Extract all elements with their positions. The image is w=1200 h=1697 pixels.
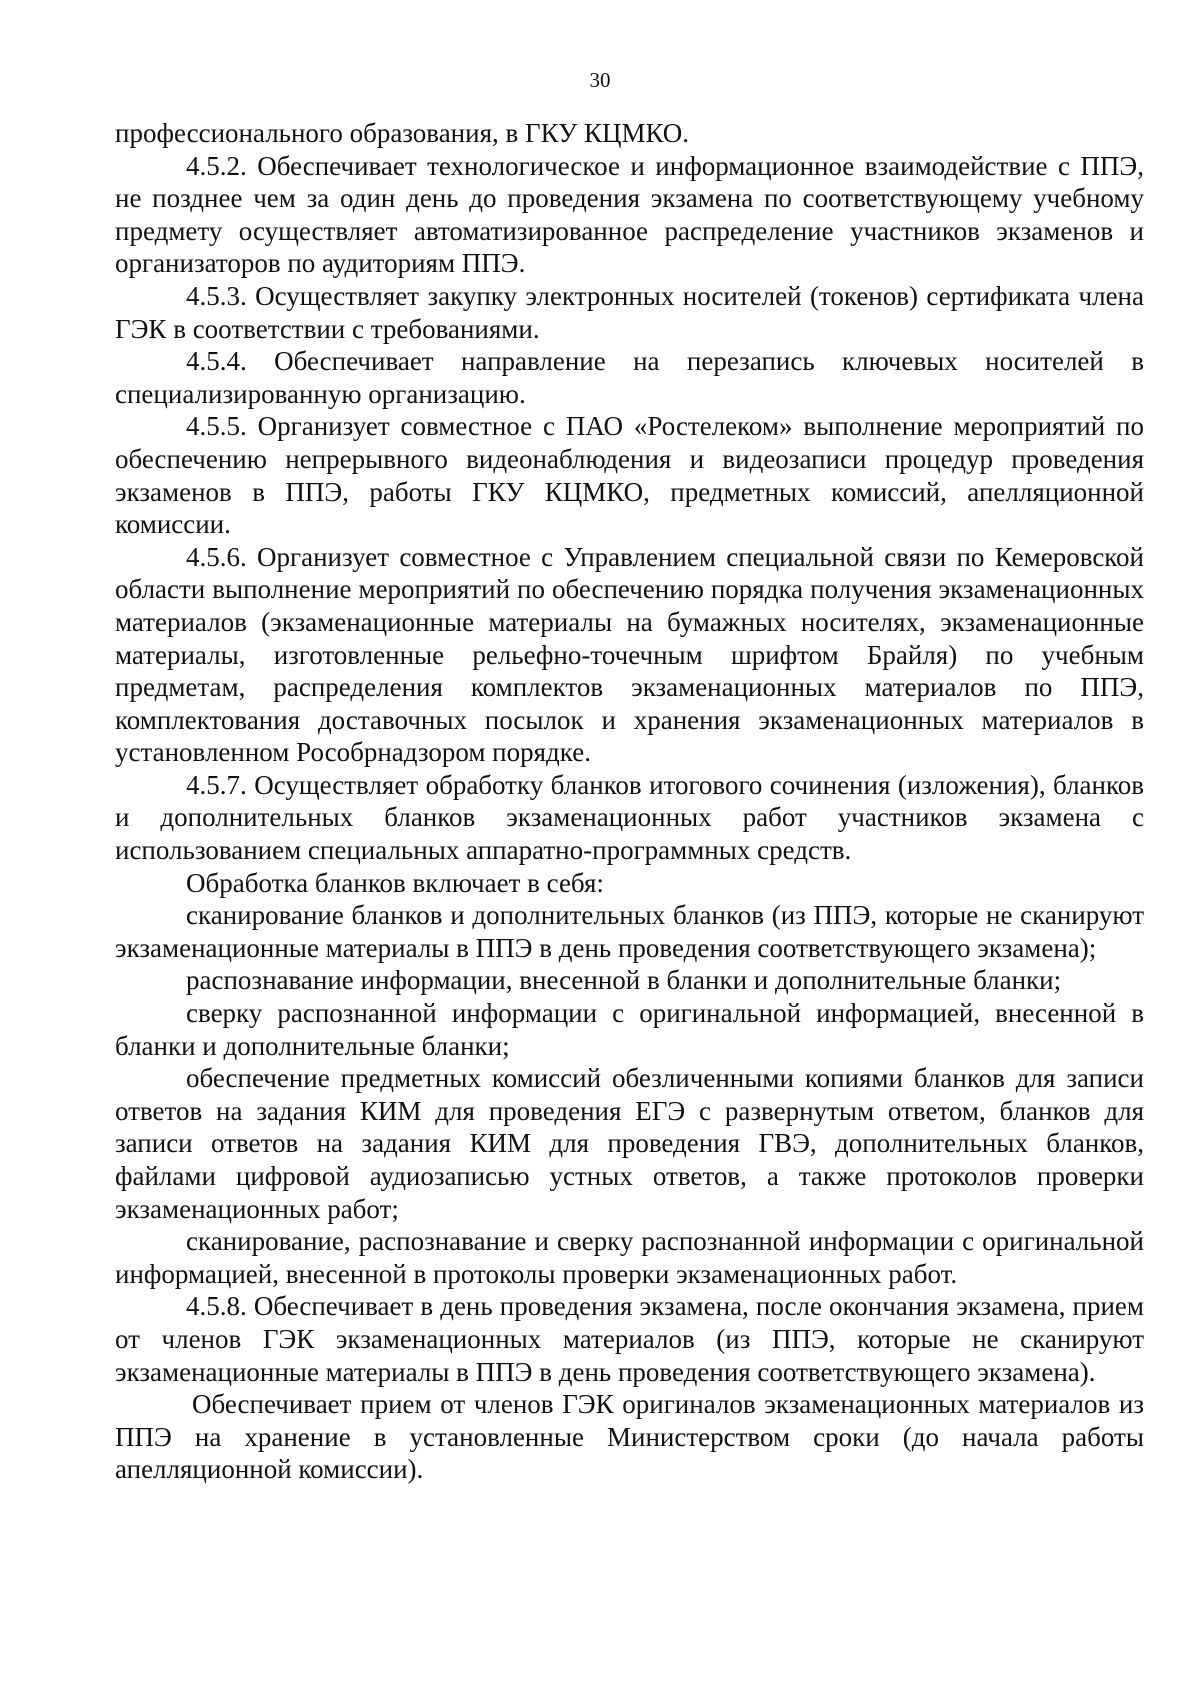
paragraph-4-5-6: 4.5.6. Организует совместное с Управлением специальной связи по Кемеровской области выполнение мероприятий по обеспечению порядка получения экзаменационных материалов (экзаменационные материалы на бумажных носителях, экзаменационные материалы, изготовленные рельефно-точечным шрифтом Брайля) по учебным предметам, распределения комплектов экзаменационных материалов по ППЭ, комплектования доставочных посылок и хранения экзаменационных материалов в установленном Рособрнадзором порядке. <box>115 541 1144 768</box>
paragraph-4-5-5: 4.5.5. Организует совместное с ПАО «Ростелеком» выполнение мероприятий по обеспечению непрерывного видеонаблюдения и видеозаписи процедур проведения экзаменов в ППЭ, работы ГКУ КЦМКО, предметных комиссий, апелляционной комиссии. <box>115 411 1144 540</box>
paragraph-continuation: профессионального образования, в ГКУ КЦМКО. <box>115 118 690 148</box>
paragraph-4-5-4: 4.5.4. Обеспечивает направление на перезапись ключевых носителей в специализированную организацию. <box>115 346 1144 409</box>
paragraph-4-5-2: 4.5.2. Обеспечивает технологическое и информационное взаимодействие с ППЭ, не позднее чем за один день до проведения экзамена по соответствующему учебному предмету осуществляет автоматизированное распределение участников экзаменов и организаторов по аудиториям ППЭ. <box>115 150 1144 279</box>
paragraph-storage: Обеспечивает прием от членов ГЭК оригиналов экзаменационных материалов из ППЭ на хранение в установленные Министерством сроки (до начала работы апелляционной комиссии). <box>115 1389 1144 1485</box>
document-body <box>115 117 1144 1486</box>
page-number: 30 <box>589 68 611 92</box>
list-item-scanning: сканирование бланков и дополнительных бланков (из ППЭ, которые не сканируют экзаменационные материалы в ППЭ в день проведения соответствующего экзамена); <box>115 900 1144 963</box>
list-item-verification: сверку распознанной информации с оригинальной информацией, внесенной в бланки и дополнительные бланки; <box>115 998 1144 1061</box>
paragraph-4-5-3: 4.5.3. Осуществляет закупку электронных носителей (токенов) сертификата члена ГЭК в соответствии с требованиями. <box>115 280 1144 344</box>
list-item-provision: обеспечение предметных комиссий обезличенными копиями бланков для записи ответов на задания КИМ для проведения ЕГЭ с развернутым ответом, бланков для записи ответов на задания КИМ для проведения ГВЭ, дополнительных бланков, файлами цифровой аудиозаписью устных ответов, а также протоколов проверки экзаменационных работ; <box>115 1063 1144 1224</box>
list-item-recognition: распознавание информации, внесенной в бланки и дополнительные бланки; <box>186 965 1062 996</box>
paragraph-4-5-8: 4.5.8. Обеспечивает в день проведения экзамена, после окончания экзамена, прием от членов ГЭК экзаменационных материалов (из ППЭ, которые не сканируют экзаменационные материалы в ППЭ в день проведения соответствующего экзамена). <box>115 1291 1144 1387</box>
paragraph-processing-intro: Обработка бланков включает в себя: <box>186 867 604 898</box>
list-item-protocols: сканирование, распознавание и сверку распознанной информации с оригинальной информацией, внесенной в протоколы проверки экзаменационных работ. <box>115 1226 1144 1289</box>
paragraph-4-5-7: 4.5.7. Осуществляет обработку бланков итогового сочинения (изложения), бланков и дополнительных бланков экзаменационных работ участников экзамена с использованием специальных аппаратно-программных средств. <box>115 769 1144 866</box>
